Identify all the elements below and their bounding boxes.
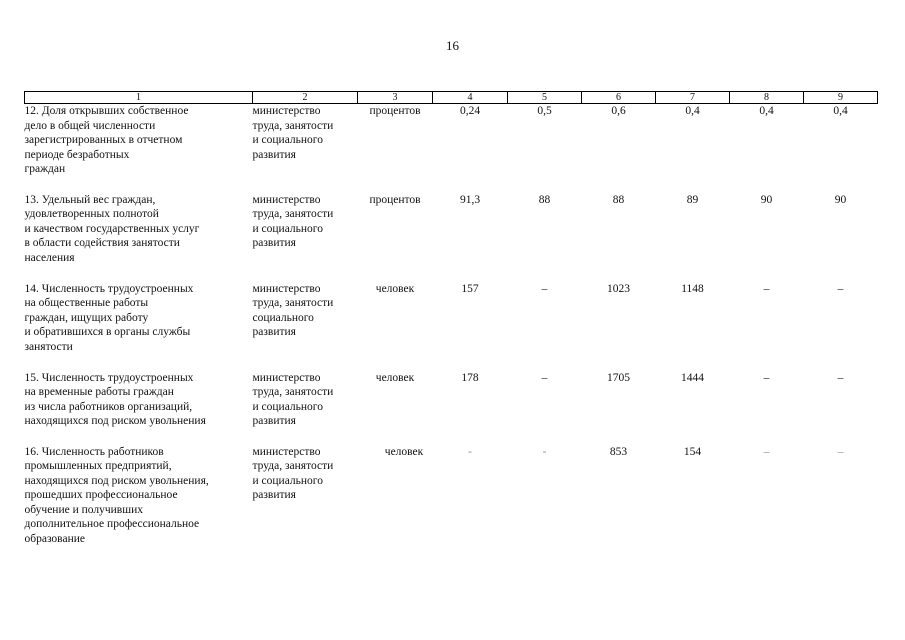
column-number: 7 [656, 92, 730, 104]
indicator-name-cell [25, 445, 253, 549]
unit-cell: человек [375, 282, 415, 295]
table-row [25, 445, 878, 549]
column-number: 5 [508, 92, 582, 104]
value-cell: 88 [538, 193, 551, 206]
value-cell: - [542, 445, 547, 458]
value-cell: – [837, 371, 844, 384]
indicators-table [24, 91, 878, 549]
value-cell: 1705 [607, 371, 630, 384]
column-number: 8 [730, 92, 804, 104]
value-cell: 0,4 [833, 105, 848, 117]
value-cell: 88 [612, 193, 625, 206]
value-cell: 90 [834, 193, 847, 206]
value-cell: 89 [686, 193, 699, 206]
unit-cell: человек [375, 371, 415, 384]
responsible-cell [253, 104, 358, 193]
responsible-cell [253, 282, 358, 371]
table-row [25, 104, 878, 193]
value-cell: 1023 [607, 282, 630, 295]
indicator-name-cell [25, 104, 253, 193]
responsible-cell [253, 445, 358, 549]
value-cell: 91,3 [459, 193, 481, 206]
table-row [25, 193, 878, 282]
column-number: 4 [433, 92, 508, 104]
value-cell: 0,5 [537, 105, 552, 117]
responsible-body: министерство труда, занятости и социального развития [252, 193, 334, 250]
column-number: 3 [358, 92, 433, 104]
column-number: 2 [253, 92, 358, 104]
responsible-body: министерство труда, занятости социального развития [252, 282, 334, 339]
column-number: 1 [25, 92, 253, 104]
table-row [25, 282, 878, 371]
value-cell: 1444 [681, 371, 704, 384]
value-cell: 853 [609, 445, 628, 458]
column-number: 9 [804, 92, 878, 104]
indicator-name: 14. Численность трудоустроенных на общественные работы граждан, ищущих работу и обратившихся в органы службы занятости [24, 282, 194, 353]
unit-cell: человек [384, 445, 424, 458]
value-cell: – [763, 445, 770, 458]
value-cell: – [541, 282, 548, 295]
value-cell: 157 [461, 282, 479, 295]
value-cell: 0,4 [759, 105, 774, 117]
value-cell: 0,4 [685, 105, 700, 117]
unit-cell: процентов [369, 105, 421, 117]
value-cell: – [763, 371, 770, 384]
indicator-name: 15. Численность трудоустроенных на временные работы граждан из числа работников организаций, находящихся под риском увольнения [24, 371, 206, 428]
table-row [25, 371, 878, 445]
value-cell: – [763, 282, 770, 295]
value-cell: 0,24 [459, 105, 481, 117]
indicator-name: 13. Удельный вес граждан, удовлетворенных полнотой и качеством государственных услуг в области содействия занятости населения [24, 193, 200, 264]
indicator-name: 16. Численность работников промышленных предприятий, находящихся под риском увольнения, прошедших профессиональное обучение и получивших дополнительное профессиональное образование [24, 445, 209, 546]
responsible-cell [253, 193, 358, 282]
indicator-name-cell [25, 193, 253, 282]
value-cell: – [837, 445, 844, 458]
value-cell: - [468, 445, 472, 458]
page-number: 16 [446, 38, 459, 53]
value-cell: 178 [461, 371, 479, 384]
value-cell: – [837, 282, 844, 295]
column-number: 6 [582, 92, 656, 104]
indicator-name-cell [25, 371, 253, 445]
value-cell: 1148 [681, 282, 704, 295]
responsible-body: министерство труда, занятости и социального развития [252, 105, 334, 161]
unit-cell: процентов [369, 193, 421, 206]
column-number-row [25, 92, 878, 104]
value-cell: 90 [760, 193, 773, 206]
value-cell: 0,6 [611, 105, 626, 117]
responsible-body: министерство труда, занятости и социального развития [252, 371, 334, 428]
indicator-name: 12. Доля открывших собственное дело в общей численности зарегистрированных в отчетном периоде безработных граждан [24, 105, 189, 176]
responsible-cell [253, 371, 358, 445]
indicator-name-cell [25, 282, 253, 371]
responsible-body: министерство труда, занятости и социального развития [252, 445, 334, 502]
value-cell: – [541, 371, 548, 384]
value-cell: 154 [683, 445, 702, 458]
